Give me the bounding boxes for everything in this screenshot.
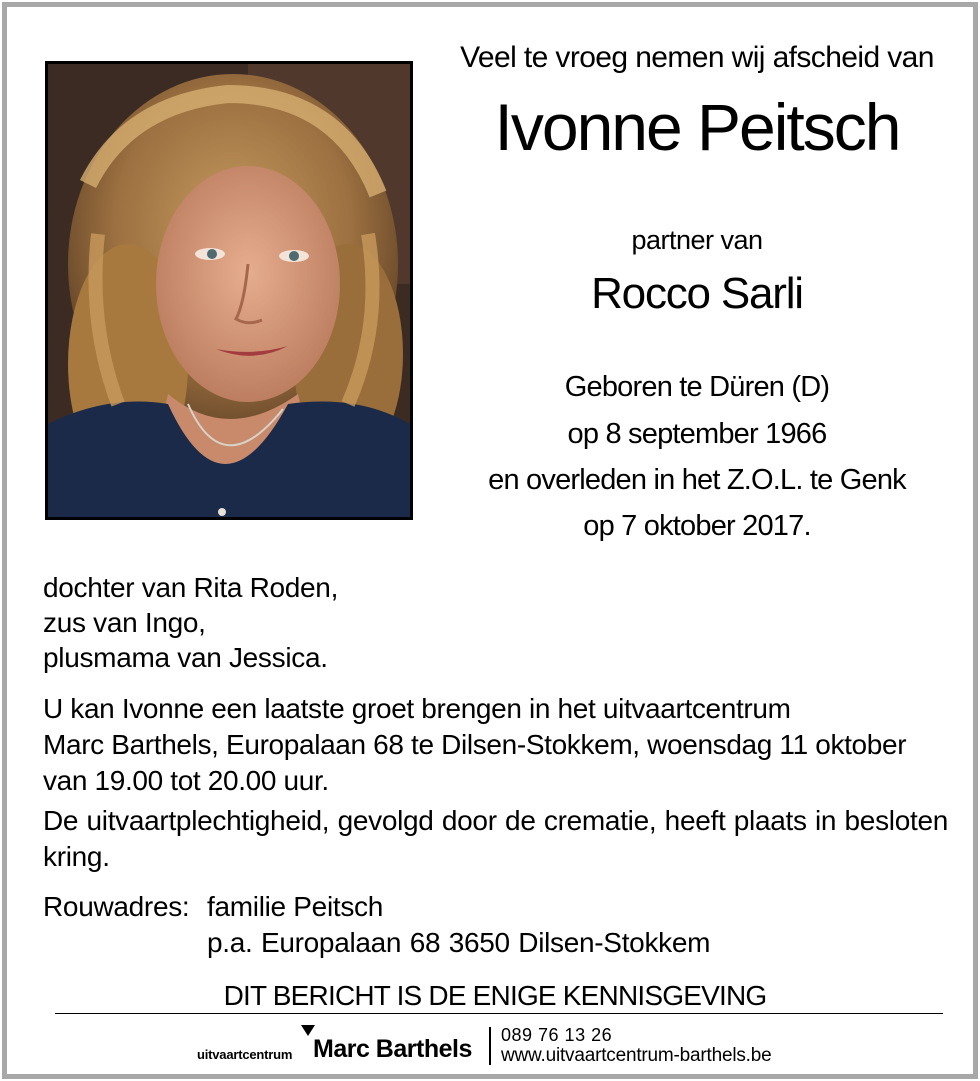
phone-number: 089 76 13 26: [501, 1025, 613, 1045]
ceremony-info: De uitvaartplechtigheid, gevolgd door de crematie, heeft plaats in besloten kring.: [43, 805, 948, 872]
visitation-line: U kan Ivonne een laatste groet brengen in het uitvaartcentrum: [43, 693, 791, 724]
portrait-photo: [45, 61, 413, 520]
deceased-name: Ivonne Peitsch: [494, 90, 900, 164]
family-list: [43, 570, 543, 675]
visitation-line: Marc Barthels, Europalaan 68 te Dilsen-Stokkem, woensdag 11 oktober: [43, 729, 907, 760]
visitation-line: van 19.00 tot 20.00 uur.: [43, 765, 329, 796]
portrait-illustration: [48, 64, 410, 517]
website-link[interactable]: www.uitvaartcentrum-barthels.be: [501, 1045, 772, 1066]
death-date: op 7 oktober 2017.: [583, 510, 811, 542]
partner-intro: partner van: [631, 225, 763, 255]
family-line: zus van Ingo,: [43, 607, 206, 638]
address-label: Rouwadres:: [43, 891, 190, 922]
death-place: en overleden in het Z.O.L. te Genk: [488, 464, 906, 496]
funeral-home-footer: [7, 1023, 980, 1073]
obituary-card: [2, 2, 978, 1079]
notice-text: DIT BERICHT IS DE ENIGE KENNISGEVING: [223, 980, 767, 1011]
divider: [55, 1013, 943, 1014]
brand-divider: [489, 1027, 491, 1065]
visitation-info: [43, 691, 948, 799]
brand-prefix: uitvaartcentrum: [197, 1047, 293, 1062]
birth-place: Geboren te Düren (D): [564, 371, 830, 403]
address-line: familie Peitsch: [207, 891, 384, 922]
family-line: plusmama van Jessica.: [43, 642, 328, 673]
intro-text: Veel te vroeg nemen wij afscheid van: [460, 41, 934, 74]
birth-date: op 8 september 1966: [567, 418, 827, 450]
brand-name: Marc Barthels: [313, 1035, 472, 1063]
address-line: p.a. Europalaan 68 3650 Dilsen-Stokkem: [207, 927, 711, 958]
family-line: dochter van Rita Roden,: [43, 572, 339, 603]
partner-name: Rocco Sarli: [591, 269, 803, 318]
